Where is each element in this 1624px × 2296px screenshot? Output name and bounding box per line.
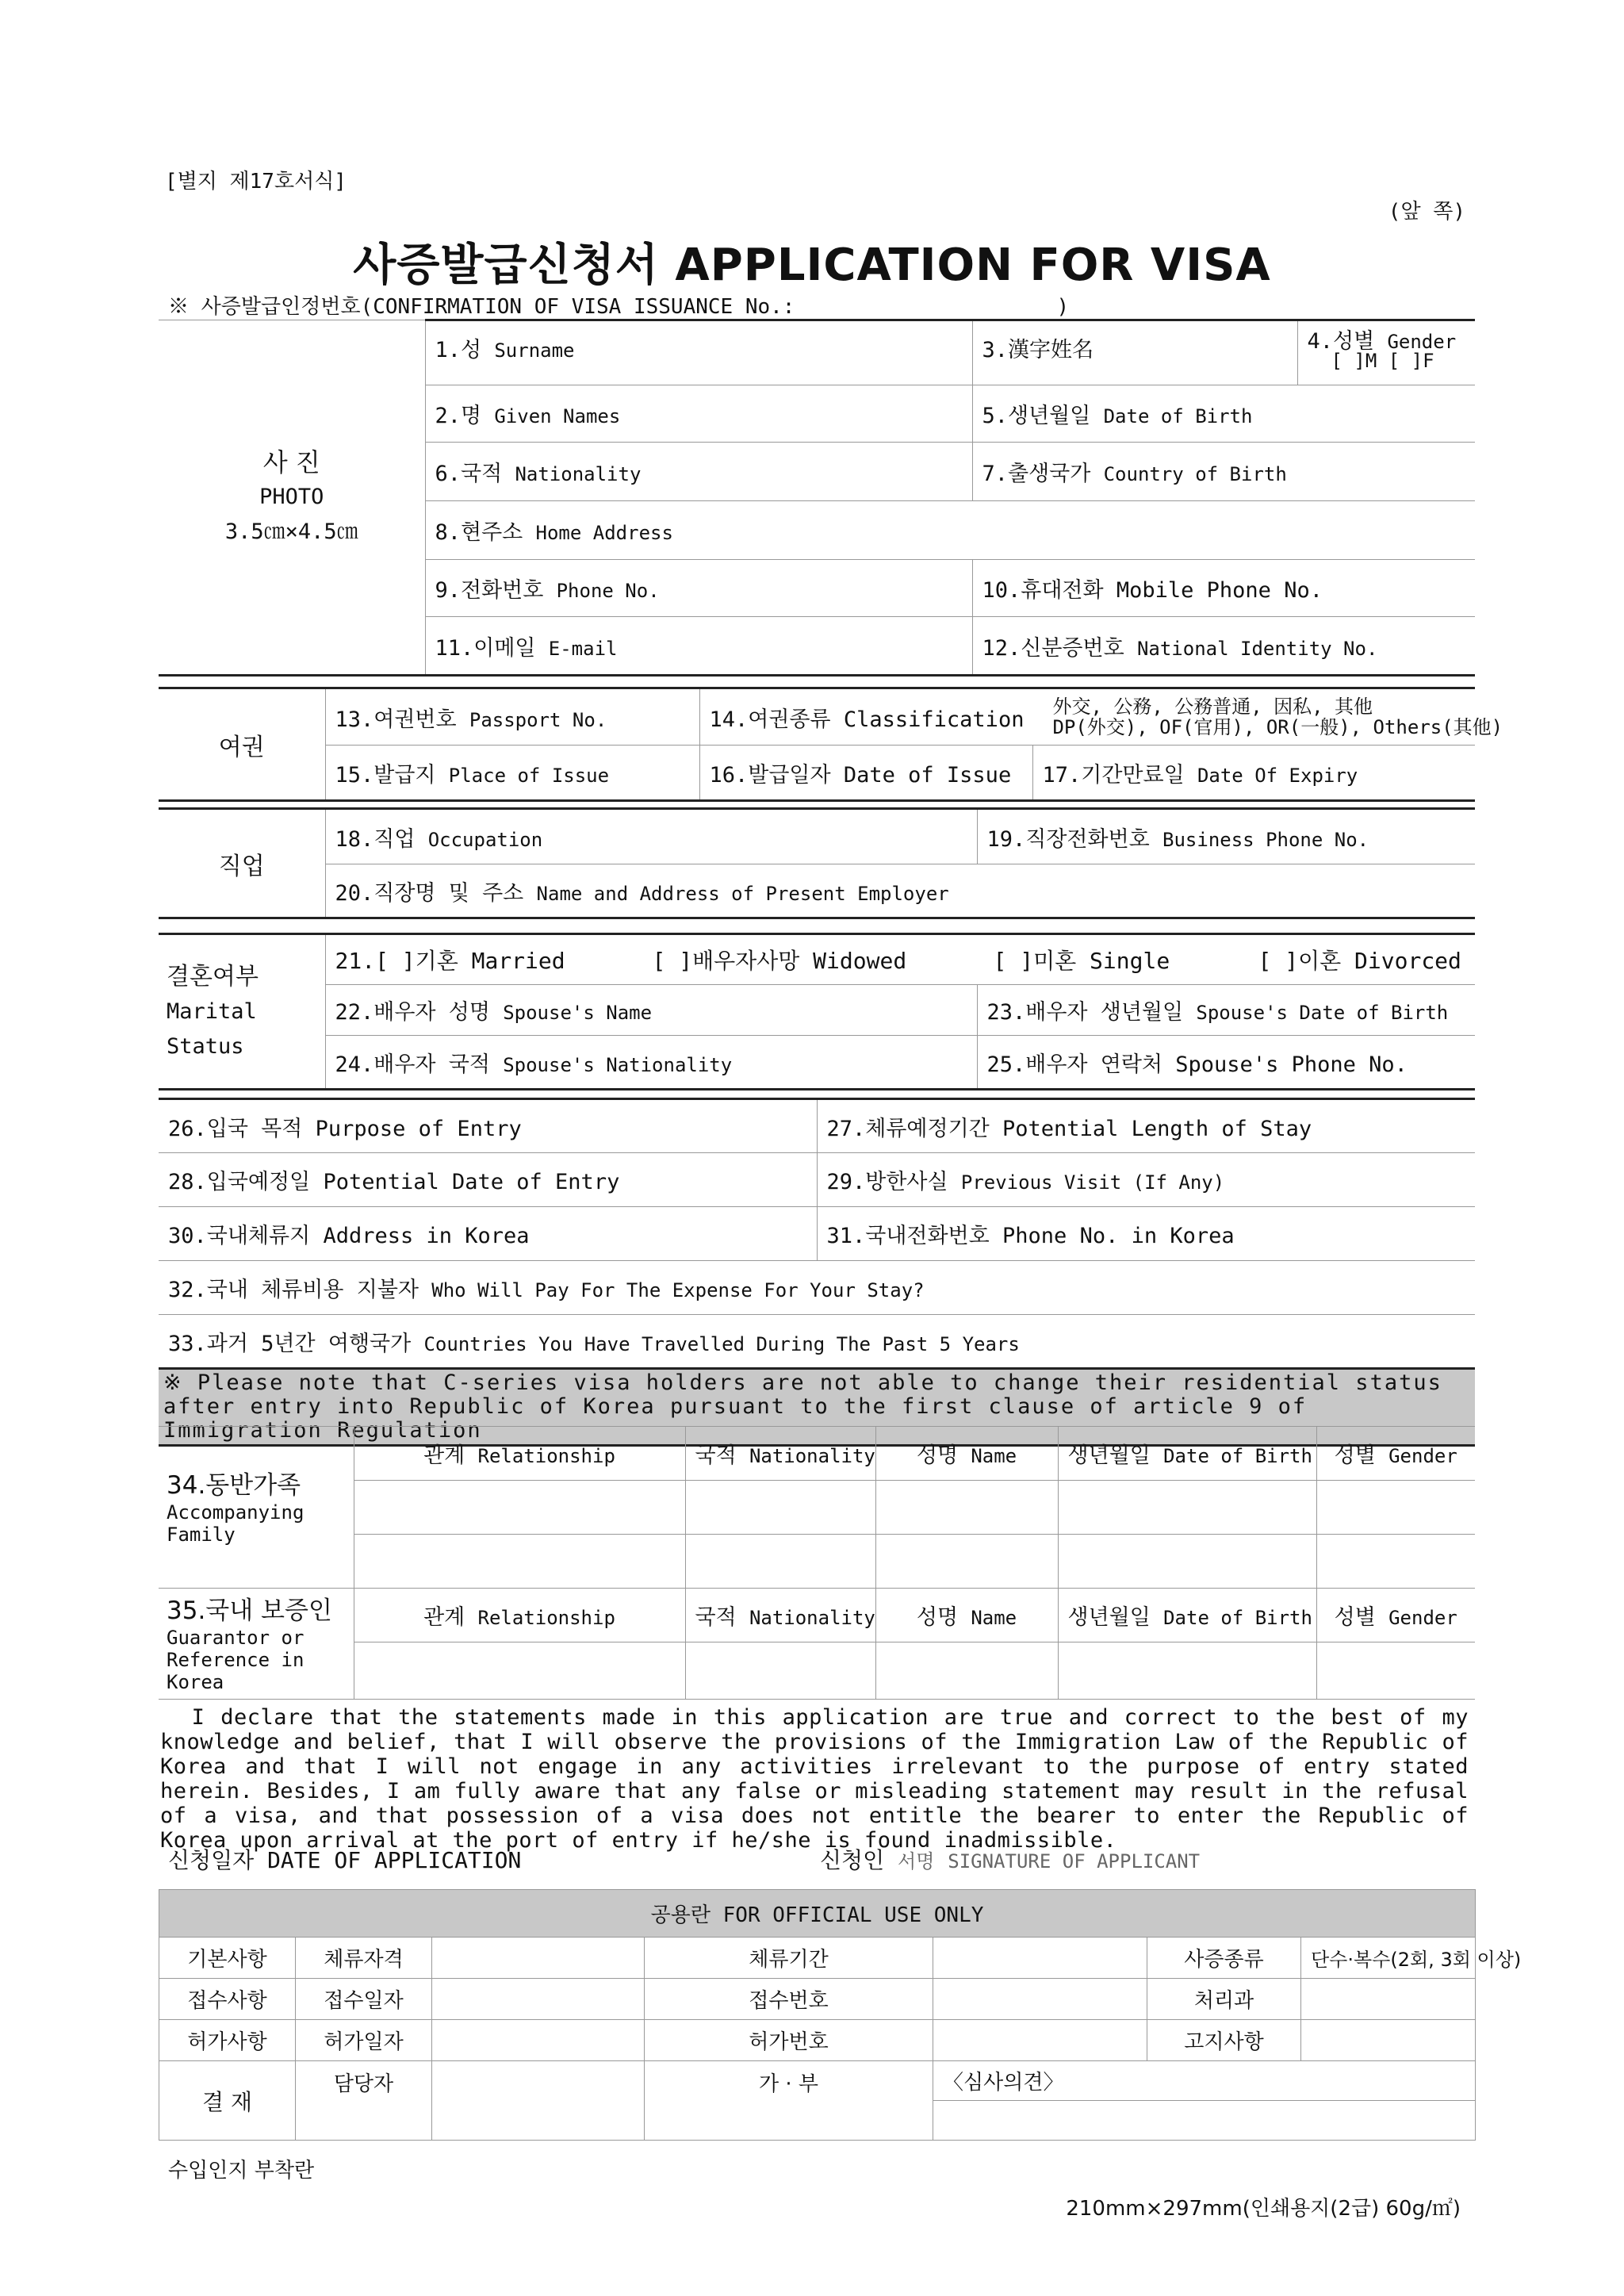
guarantor-row[interactable] — [159, 1642, 1475, 1700]
expiry-label-en: Date Of Expiry — [1197, 764, 1358, 787]
spouse-nationality-label-en: Spouse's Nationality — [503, 1053, 733, 1076]
family-label-ko: 34.동반가족 — [167, 1470, 301, 1500]
field-date-of-issue[interactable] — [699, 746, 1032, 801]
given-names-label-en: Given Names — [494, 405, 621, 427]
personal-info-table — [159, 319, 1475, 677]
guarantor-label-en: Guarantor or Reference in Korea — [167, 1626, 304, 1693]
address-korea-label-en: Address in Korea — [323, 1224, 530, 1248]
visa-type-options[interactable]: 단수·복수(2회, 3회 이상) — [1301, 1938, 1476, 1979]
passport-section-label: 여권 — [159, 688, 325, 801]
nationality-label-en: Nationality — [515, 463, 642, 485]
receipt-number-value[interactable] — [933, 1979, 1147, 2020]
field-passport-classification[interactable] — [699, 688, 1503, 746]
signature-label-en: SIGNATURE OF APPLICANT — [948, 1850, 1201, 1872]
phone-korea-label-en: Phone No. in Korea — [1002, 1224, 1235, 1248]
entry-date-label-ko: 28.입국예정일 — [168, 1170, 311, 1194]
spouse-nationality-label-ko: 24.배우자 국적 — [335, 1052, 490, 1077]
field-surname[interactable] — [425, 320, 972, 385]
guarantor-cell[interactable] — [685, 1642, 875, 1700]
processing-dept-value[interactable] — [1301, 1979, 1476, 2020]
spouse-dob-label-en: Spouse's Date of Birth — [1196, 1002, 1449, 1024]
field-country-of-birth[interactable] — [972, 443, 1475, 501]
marital-options[interactable] — [325, 934, 1475, 985]
field-passport-no[interactable] — [325, 688, 699, 746]
col-relationship-ko: 관계 — [423, 1443, 465, 1468]
field-address-in-korea[interactable] — [159, 1207, 817, 1261]
marital-label-en: Marital Status — [167, 999, 257, 1059]
field-spouse-dob[interactable] — [977, 985, 1475, 1036]
permission-number-value[interactable] — [933, 2020, 1147, 2061]
field-given-names[interactable] — [425, 385, 972, 443]
family-cell[interactable] — [1058, 1535, 1316, 1589]
email-label-en: E-mail — [548, 637, 618, 660]
col-relationship — [354, 1427, 685, 1481]
col-nationality-ko: 국적 — [695, 1443, 737, 1468]
field-previous-visit[interactable] — [817, 1153, 1475, 1207]
col-gender-ko: 성별 — [1334, 1605, 1376, 1630]
option-married[interactable]: 21.[ ]기혼 Married — [335, 948, 565, 974]
purpose-label-ko: 26.입국 목적 — [168, 1116, 303, 1141]
col-gender-en: Gender — [1388, 1607, 1457, 1629]
review-opinion-label: 〈심사의견〉 — [933, 2061, 1476, 2101]
family-cell[interactable] — [875, 1535, 1058, 1589]
address-korea-label-ko: 30.국내체류지 — [168, 1224, 311, 1248]
basic-info-label: 기본사항 — [159, 1938, 296, 1979]
receipt-info-label: 접수사항 — [159, 1979, 296, 2020]
col-name-en: Name — [971, 1445, 1017, 1467]
notice-label: 고지사항 — [1147, 2020, 1301, 2061]
phone-label-en: Phone No. — [556, 580, 660, 602]
home-address-label-en: Home Address — [535, 522, 673, 544]
col-dob-en: Date of Birth — [1163, 1607, 1312, 1629]
national-id-label-en: National Identity No. — [1136, 637, 1378, 660]
official-use-table — [159, 1889, 1522, 2141]
col-relationship-en: Relationship — [477, 1607, 615, 1629]
page-title: 사증발급신청서 APPLICATION FOR VISA — [353, 240, 1271, 291]
field-date-of-birth[interactable] — [972, 385, 1475, 443]
payer-label-en: Who Will Pay For The Expense For Your Stay? — [431, 1279, 925, 1301]
guarantor-cell[interactable] — [1316, 1642, 1475, 1700]
col-gender-en: Gender — [1388, 1445, 1457, 1467]
phone-korea-label-ko: 31.국내전화번호 — [826, 1224, 990, 1248]
country-of-birth-label-en: Country of Birth — [1103, 463, 1287, 485]
marital-label-ko: 결혼여부 — [167, 962, 259, 991]
photo-size: 3.5㎝×4.5㎝ — [224, 519, 358, 544]
photo-label-ko: 사 진 — [262, 447, 320, 477]
field-place-of-issue[interactable] — [325, 746, 699, 801]
field-business-phone[interactable] — [977, 809, 1475, 864]
option-divorced[interactable]: [ ]이혼 Divorced — [1258, 948, 1461, 974]
period-of-stay-label: 체류기간 — [645, 1938, 933, 1979]
officer-label: 담당자 — [296, 2061, 432, 2141]
family-table — [159, 1426, 1475, 1700]
family-label-en: Accompanying Family — [167, 1501, 304, 1546]
status-of-stay-value[interactable] — [432, 1938, 645, 1979]
family-cell[interactable] — [1316, 1535, 1475, 1589]
entry-table — [159, 1098, 1475, 1447]
chinese-name-label: 3.漢字姓名 — [982, 338, 1094, 362]
expiry-label-ko: 17.기간만료일 — [1042, 762, 1185, 788]
official-header-en: FOR OFFICIAL USE ONLY — [722, 1903, 984, 1927]
guarantor-cell[interactable] — [1058, 1642, 1316, 1700]
col-date-of-birth — [1058, 1589, 1316, 1642]
given-names-label-ko: 2.명 — [435, 404, 482, 428]
col-nationality-en: Nationality — [749, 1445, 875, 1467]
family-cell[interactable] — [1058, 1481, 1316, 1535]
applicant-signature[interactable] — [820, 1843, 1200, 1875]
col-gender-ko: 성별 — [1334, 1443, 1376, 1468]
field-purpose-of-entry[interactable] — [159, 1099, 817, 1153]
col-name-ko: 성명 — [916, 1605, 959, 1630]
surname-label-ko: 1.성 — [435, 338, 482, 362]
col-dob-en: Date of Birth — [1163, 1445, 1312, 1467]
confirmation-label: ※ 사증발급인정번호(CONFIRMATION OF VISA ISSUANCE No.: — [168, 295, 795, 319]
col-name-en: Name — [971, 1607, 1017, 1629]
officer-value[interactable] — [432, 2061, 645, 2141]
nationality-label-ko: 6.국적 — [435, 462, 503, 486]
col-name-ko: 성명 — [916, 1443, 959, 1468]
col-nationality — [685, 1427, 875, 1481]
spouse-name-label-ko: 22.배우자 성명 — [335, 1000, 490, 1025]
field-chinese-name[interactable] — [972, 320, 1297, 385]
field-spouse-name[interactable] — [325, 985, 977, 1036]
field-date-of-entry[interactable] — [159, 1153, 817, 1207]
col-date-of-birth — [1058, 1427, 1316, 1481]
classification-options-2: DP(外交), OF(官用), OR(一般), Others(其他) — [1052, 716, 1503, 738]
mobile-label-ko: 10.휴대전화 — [982, 578, 1104, 603]
accompanying-family-label — [159, 1427, 354, 1589]
email-label-ko: 11.이메일 — [435, 635, 536, 661]
date-label-en: DATE OF APPLICATION — [267, 1847, 522, 1873]
col-relationship-en: Relationship — [477, 1445, 615, 1467]
gender-label-en: Gender — [1387, 331, 1457, 353]
col-dob-ko: 생년월일 — [1067, 1443, 1151, 1468]
permission-date-value[interactable] — [432, 2020, 645, 2061]
field-phone-in-korea[interactable] — [817, 1207, 1475, 1261]
occupation-label-ko: 18.직업 — [335, 826, 416, 852]
field-home-address[interactable] — [425, 501, 1475, 560]
photo-box[interactable] — [159, 320, 425, 676]
approval-label: 결 재 — [159, 2061, 296, 2141]
employer-label-en: Name and Address of Present Employer — [536, 882, 949, 905]
col-nationality-en: Nationality — [749, 1607, 875, 1629]
place-of-issue-label-en: Place of Issue — [448, 764, 610, 787]
field-spouse-phone[interactable] — [977, 1036, 1475, 1090]
guarantor-cell[interactable] — [354, 1642, 685, 1700]
passport-no-label-en: Passport No. — [469, 708, 607, 731]
length-of-stay-label-en: Potential Length of Stay — [1002, 1116, 1312, 1141]
official-header-ko: 공용란 — [650, 1903, 710, 1927]
field-employer[interactable] — [325, 864, 1475, 918]
field-phone[interactable] — [425, 560, 972, 617]
guarantor-label-ko: 35.국내 보증인 — [167, 1596, 332, 1625]
spouse-name-label-en: Spouse's Name — [503, 1002, 653, 1024]
surname-label-en: Surname — [494, 339, 575, 362]
visa-type-label: 사증종류 — [1147, 1938, 1301, 1979]
official-header — [159, 1890, 1476, 1938]
date-of-application[interactable] — [168, 1843, 521, 1875]
permission-date-label: 허가일자 — [296, 2020, 432, 2061]
field-expense-payer[interactable] — [159, 1261, 1475, 1315]
col-gender — [1316, 1589, 1475, 1642]
col-nationality — [685, 1589, 875, 1642]
field-national-id[interactable] — [972, 617, 1475, 676]
family-cell[interactable] — [685, 1481, 875, 1535]
dob-label-en: Date of Birth — [1103, 405, 1253, 427]
review-opinion-value[interactable] — [933, 2101, 1476, 2141]
declaration-text — [160, 1705, 1469, 1853]
mobile-label-en: Mobile Phone No. — [1116, 578, 1323, 603]
entry-date-label-en: Potential Date of Entry — [323, 1170, 620, 1194]
col-nationality-ko: 국적 — [695, 1605, 737, 1630]
gender-options: [ ]M [ ]F — [1331, 350, 1434, 372]
paper-spec: 210mm×297mm(인쇄용지(2급) 60g/㎡) — [1066, 2197, 1461, 2221]
business-phone-label-en: Business Phone No. — [1162, 828, 1369, 851]
marital-section-label — [159, 934, 325, 1090]
field-gender[interactable] — [1297, 320, 1475, 385]
family-cell[interactable] — [875, 1481, 1058, 1535]
country-of-birth-label-ko: 7.출생국가 — [982, 462, 1091, 486]
col-relationship — [354, 1589, 685, 1642]
notice-value[interactable] — [1301, 2020, 1476, 2061]
approve-reject-label[interactable]: 가 · 부 — [645, 2061, 933, 2141]
date-of-issue-label-en: Date of Issue — [843, 762, 1012, 788]
permission-number-label: 허가번호 — [645, 2020, 933, 2061]
guarantor-label — [159, 1589, 354, 1700]
previous-visit-label-ko: 29.방한사실 — [826, 1170, 948, 1194]
date-label-ko: 신청일자 — [168, 1847, 255, 1873]
receipt-date-value[interactable] — [432, 1979, 645, 2020]
length-of-stay-label-ko: 27.체류예정기간 — [826, 1116, 990, 1141]
purpose-label-en: Purpose of Entry — [315, 1116, 522, 1141]
classification-label-ko: 14.여권종류 — [709, 707, 831, 732]
business-phone-label-ko: 19.직장전화번호 — [986, 826, 1150, 852]
date-of-issue-label-ko: 16.발급일자 — [709, 762, 831, 788]
col-gender — [1316, 1427, 1475, 1481]
marital-table — [159, 933, 1475, 1091]
field-travelled-countries[interactable] — [159, 1315, 1475, 1369]
signature-label-ko2: 서명 — [898, 1850, 935, 1872]
family-cell[interactable] — [354, 1481, 685, 1535]
field-nationality[interactable] — [425, 443, 972, 501]
permission-info-label: 허가사항 — [159, 2020, 296, 2061]
revenue-stamp-area: 수입인지 부착란 — [168, 2159, 315, 2183]
form-number: [별지 제17호서식] — [165, 170, 347, 194]
employer-label-ko: 20.직장명 및 주소 — [335, 880, 524, 906]
confirmation-number-line — [168, 290, 1069, 320]
field-occupation[interactable] — [325, 809, 977, 864]
classification-options-1: 外交, 公務, 公務普通, 因私, 其他 — [1052, 696, 1373, 718]
passport-table — [159, 687, 1503, 802]
status-of-stay-label: 체류자격 — [296, 1938, 432, 1979]
occupation-section-label: 직업 — [159, 809, 325, 918]
field-date-of-expiry[interactable] — [1032, 746, 1475, 801]
phone-label-ko: 9.전화번호 — [435, 578, 544, 603]
travelled-label-ko: 33.과거 5년간 여행국가 — [168, 1331, 412, 1356]
home-address-label-ko: 8.현주소 — [435, 520, 523, 545]
family-row[interactable] — [159, 1481, 1475, 1535]
field-mobile-phone[interactable] — [972, 560, 1475, 617]
place-of-issue-label-ko: 15.발급지 — [335, 762, 436, 788]
passport-no-label-ko: 13.여권번호 — [335, 707, 457, 732]
dob-label-ko: 5.생년월일 — [982, 404, 1091, 428]
payer-label-ko: 32.국내 체류비용 지불자 — [168, 1278, 419, 1302]
family-cell[interactable] — [1316, 1481, 1475, 1535]
field-email[interactable] — [425, 617, 972, 676]
c-series-notice: ※ Please note that C-series visa holders are not able to change their residential status after entry into Republic of Korea pursuant to the first clause of article 9 of Immigration Regulation — [159, 1369, 1475, 1446]
col-dob-ko: 생년월일 — [1067, 1605, 1151, 1630]
classification-label-en: Classification — [843, 707, 1025, 732]
col-relationship-ko: 관계 — [423, 1605, 465, 1630]
national-id-label-ko: 12.신분증번호 — [982, 635, 1124, 661]
spouse-phone-label-ko: 25.배우자 연락처 — [986, 1052, 1163, 1077]
photo-label-en: PHOTO — [259, 485, 324, 509]
option-widowed[interactable]: [ ]배우자사망 Widowed — [652, 948, 907, 974]
col-name — [875, 1427, 1058, 1481]
receipt-number-label: 접수번호 — [645, 1979, 933, 2020]
gender-label-ko: 4.성별 — [1307, 329, 1375, 354]
signature-label-ko: 신청인 — [820, 1847, 885, 1873]
spouse-dob-label-ko: 23.배우자 생년월일 — [986, 1000, 1184, 1025]
field-length-of-stay[interactable] — [817, 1099, 1475, 1153]
field-spouse-nationality[interactable] — [325, 1036, 977, 1090]
page-side-label: (앞 쪽) — [1388, 200, 1465, 224]
family-cell[interactable] — [354, 1535, 685, 1589]
family-row[interactable] — [159, 1535, 1475, 1589]
guarantor-cell[interactable] — [875, 1642, 1058, 1700]
receipt-date-label: 접수일자 — [296, 1979, 432, 2020]
option-single[interactable]: [ ]미혼 Single — [993, 948, 1170, 974]
confirmation-close: ) — [1056, 295, 1070, 319]
col-name — [875, 1589, 1058, 1642]
processing-dept-label: 처리과 — [1147, 1979, 1301, 2020]
travelled-label-en: Countries You Have Travelled During The Past 5 Years — [423, 1332, 1020, 1355]
period-of-stay-value[interactable] — [933, 1938, 1147, 1979]
occupation-label-en: Occupation — [427, 828, 543, 851]
previous-visit-label-en: Previous Visit (If Any) — [960, 1171, 1225, 1194]
occupation-table — [159, 807, 1475, 919]
spouse-phone-label-en: Spouse's Phone No. — [1175, 1052, 1408, 1077]
family-cell[interactable] — [685, 1535, 875, 1589]
declaration-body: I declare that the statements made in this application are true and correct to the best of my knowledge and belief, that I will observe the provisions of the Immigration Law of the Republic of Korea and that I will not engage in any activities irrelevant to the purpose of entry stated herein. Besides, I am fully aware that any false or misleading statement may result in the refusal of a visa, and that possession of a visa does not entitle the bearer to enter the Republic of Korea upon arrival at the port of entry if he/she is found inadmissible. — [160, 1705, 1469, 1853]
